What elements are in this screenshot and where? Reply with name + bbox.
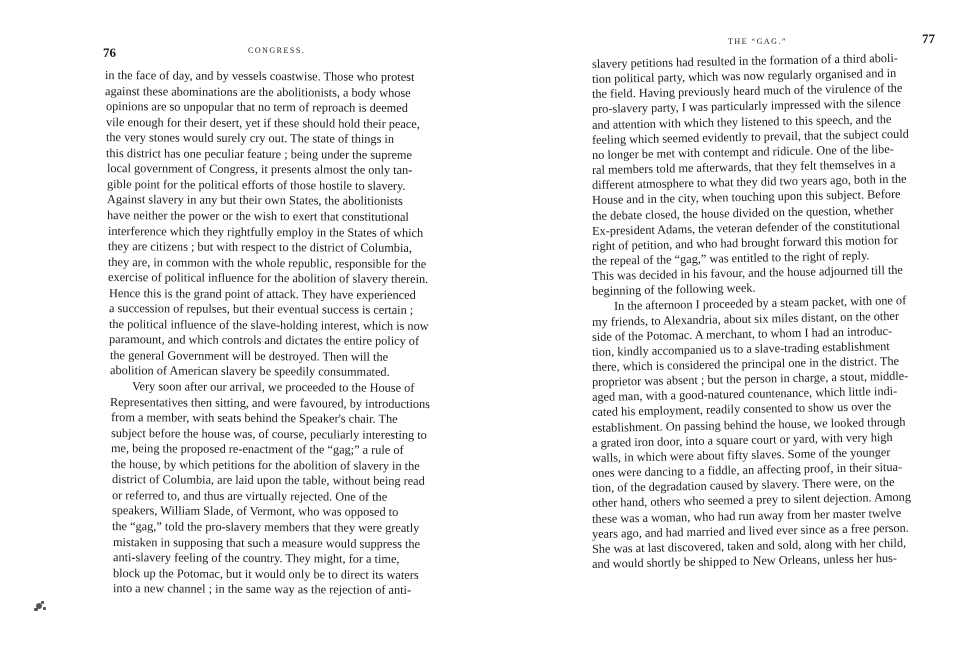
right-text-line: side of the Potomac. A merchant, to whom I had an introduc-: [591, 323, 893, 344]
right-text-line: ral members told me afterwards, that they felt themselves in a: [591, 156, 896, 178]
left-text-line: subject before the house was, of course, peculiarly interesting to: [110, 425, 427, 442]
left-text-line: opinions are so unpopular that no term of reproach is deemed: [105, 99, 408, 116]
right-text-line: there, which is considered the principal one in the district. The: [591, 353, 900, 374]
left-text-line: or referred to, and thus are virtually rejected. One of the: [111, 488, 387, 504]
right-text-line: She was at last discovered, taken and sold, along with her child,: [591, 535, 907, 556]
right-running-head: THE “GAG.”: [728, 37, 787, 46]
left-running-head: CONGRESS.: [248, 46, 306, 55]
left-text-line: the general Government will be destroyed. Then will the: [109, 348, 388, 364]
right-text-line: these was a woman, who had run away from her master twelve: [591, 505, 902, 526]
left-text-line: me, being the proposed re-enactment of the “gag;” a rule of: [110, 441, 404, 458]
ink-blot-icon: [32, 599, 48, 613]
left-text-line: Hence this is the grand point of attack. They have experienced: [108, 285, 416, 302]
left-text-line: they are citizens ; but with respect to the district of Columbia,: [107, 239, 412, 255]
left-text-line: a succession of repulses, but their eventual success is certain ;: [108, 301, 414, 318]
left-text-line: into a new channel ; in the same way as the rejection of anti-: [113, 581, 412, 598]
right-text-line: no longer be met with contempt and ridicule. One of the libe-: [591, 141, 894, 162]
right-text-line: aged man, with a good-natured countenance, which little indi-: [591, 384, 898, 405]
right-page: [490, 0, 980, 647]
left-text-line: against these abominations are the abolitionists, a body whose: [105, 83, 411, 100]
right-text-line: ones were dancing to a fiddle, an affecting proof, in their situa-: [591, 459, 903, 481]
right-text-line: the debate closed, the house divided on the question, whether: [591, 202, 894, 223]
left-text-line: vile enough for their desert, yet if these should hold their peace,: [105, 114, 420, 131]
left-text-line: the “gag,” told the pro-slavery members that they were greatly: [112, 518, 420, 535]
right-text-line: establishment. On passing behind the house, we looked through: [591, 414, 906, 435]
right-text-line: slavery petitions had resulted in the formation of a third aboli-: [591, 50, 899, 71]
left-text-line: have neither the power or the wish to exert that constitutional: [107, 208, 410, 224]
right-text-line: proprietor was absent ; but the person in charge, a stout, middle-: [591, 368, 909, 390]
left-text-line: block up the Potomac, but it would only be to direct its waters: [112, 565, 419, 582]
right-text-line: the field. Having previously heard much of the virulence of the: [591, 81, 903, 102]
right-text-line: the repeal of the “gag,” was entitled to the right of reply.: [591, 248, 870, 268]
left-text-line: exercise of political influence for the abolition of slavery therein.: [108, 270, 429, 287]
left-text-line: the very stones would surely cry out. The state of things in: [105, 130, 395, 147]
left-text-line: district of Columbia, are laid upon the table, without being read: [111, 472, 425, 489]
left-text-line: gible point for the political efforts of those hostile to slavery.: [106, 176, 406, 193]
left-text-line: local government of Congress, it presents almost the only tan-: [106, 161, 412, 178]
right-text-line: pro-slavery party, I was particularly impressed with the silence: [591, 96, 901, 117]
right-text-line: tion, kindly accompanied us to a slave-trading establishment: [591, 338, 890, 359]
left-text-line: Against slavery in any but their own States, the abolitionists: [106, 192, 403, 209]
left-text-line: Very soon after our arrival, we proceeded to the House of: [131, 379, 415, 395]
right-text-line: tion political party, which was now regularly organised and in: [591, 66, 897, 87]
right-text-line: a grated iron door, into a square court or yard, with very high: [591, 429, 893, 450]
right-text-line: my friends, to Alexandria, about six miles distant, on the other: [591, 308, 900, 329]
left-text-line: mistaken in supposing that such a measure would suppress the: [112, 534, 420, 551]
left-text-line: interference which they rightfully employ in the States of which: [107, 223, 423, 240]
right-text-line: and would shortly be shipped to New Orleans, unless her hus-: [591, 550, 898, 571]
right-text-line: other hand, others who seemed a prey to silent dejection. Among: [591, 489, 912, 511]
left-text-line: the house, by which petitions for the abolition of slavery in the: [111, 456, 421, 473]
right-text-line: In the afternoon I proceeded by a steam packet, with one of: [613, 293, 907, 314]
right-text-line: cated his employment, readily consented to show us over the: [591, 399, 892, 420]
right-text-line: House and in the city, when touching upon this subject. Before: [591, 187, 901, 208]
left-page: [0, 0, 480, 647]
right-text-line: This was decided in his favour, and the house adjourned till the: [591, 262, 904, 284]
left-text-line: speakers, William Slade, of Vermont, who was opposed to: [111, 503, 399, 520]
right-text-line: walls, in which were about fifty slaves. Some of the younger: [591, 444, 891, 465]
left-text-line: they are, in common with the whole republic, responsible for the: [107, 254, 427, 271]
right-text-line: and attention with which they listened to this speech, and the: [591, 111, 892, 132]
left-text-line: in the face of day, and by vessels coastwise. Those who protest: [104, 68, 415, 84]
left-text-line: the political influence of the slave-holding interest, which is now: [108, 316, 429, 333]
right-text-line: right of petition, and who had brought forward this motion for: [591, 232, 898, 253]
left-text-line: this district has one peculiar feature ; being under the supreme: [106, 145, 413, 162]
right-text-line: feeling which seemed evidently to prevail, that the subject could: [591, 126, 909, 147]
left-text-line: from a member, with seats behind the Speaker's chair. The: [110, 410, 398, 426]
left-text-line: paramount, and which controls and dictates the entire policy of: [109, 332, 420, 349]
left-page-number: 76: [103, 45, 116, 60]
left-text-line: abolition of American slavery be speedily consummated.: [109, 363, 390, 380]
left-text-line: Representatives then sitting, and were favoured, by introductions: [110, 394, 431, 411]
right-text-line: tion, of the degradation caused by slavery. There were, on the: [591, 475, 895, 496]
right-text-line: beginning of the following week.: [591, 280, 756, 299]
right-text-line: different atmosphere to what they did two years ago, both in the: [591, 171, 907, 193]
right-text-line: years ago, and had married and lived ever since as a free person.: [591, 520, 909, 541]
right-page-number: 77: [922, 31, 935, 46]
right-text-line: Ex-president Adams, the veteran defender of the constitutional: [591, 217, 901, 238]
left-text-line: anti-slavery feeling of the country. They might, for a time,: [112, 550, 400, 566]
